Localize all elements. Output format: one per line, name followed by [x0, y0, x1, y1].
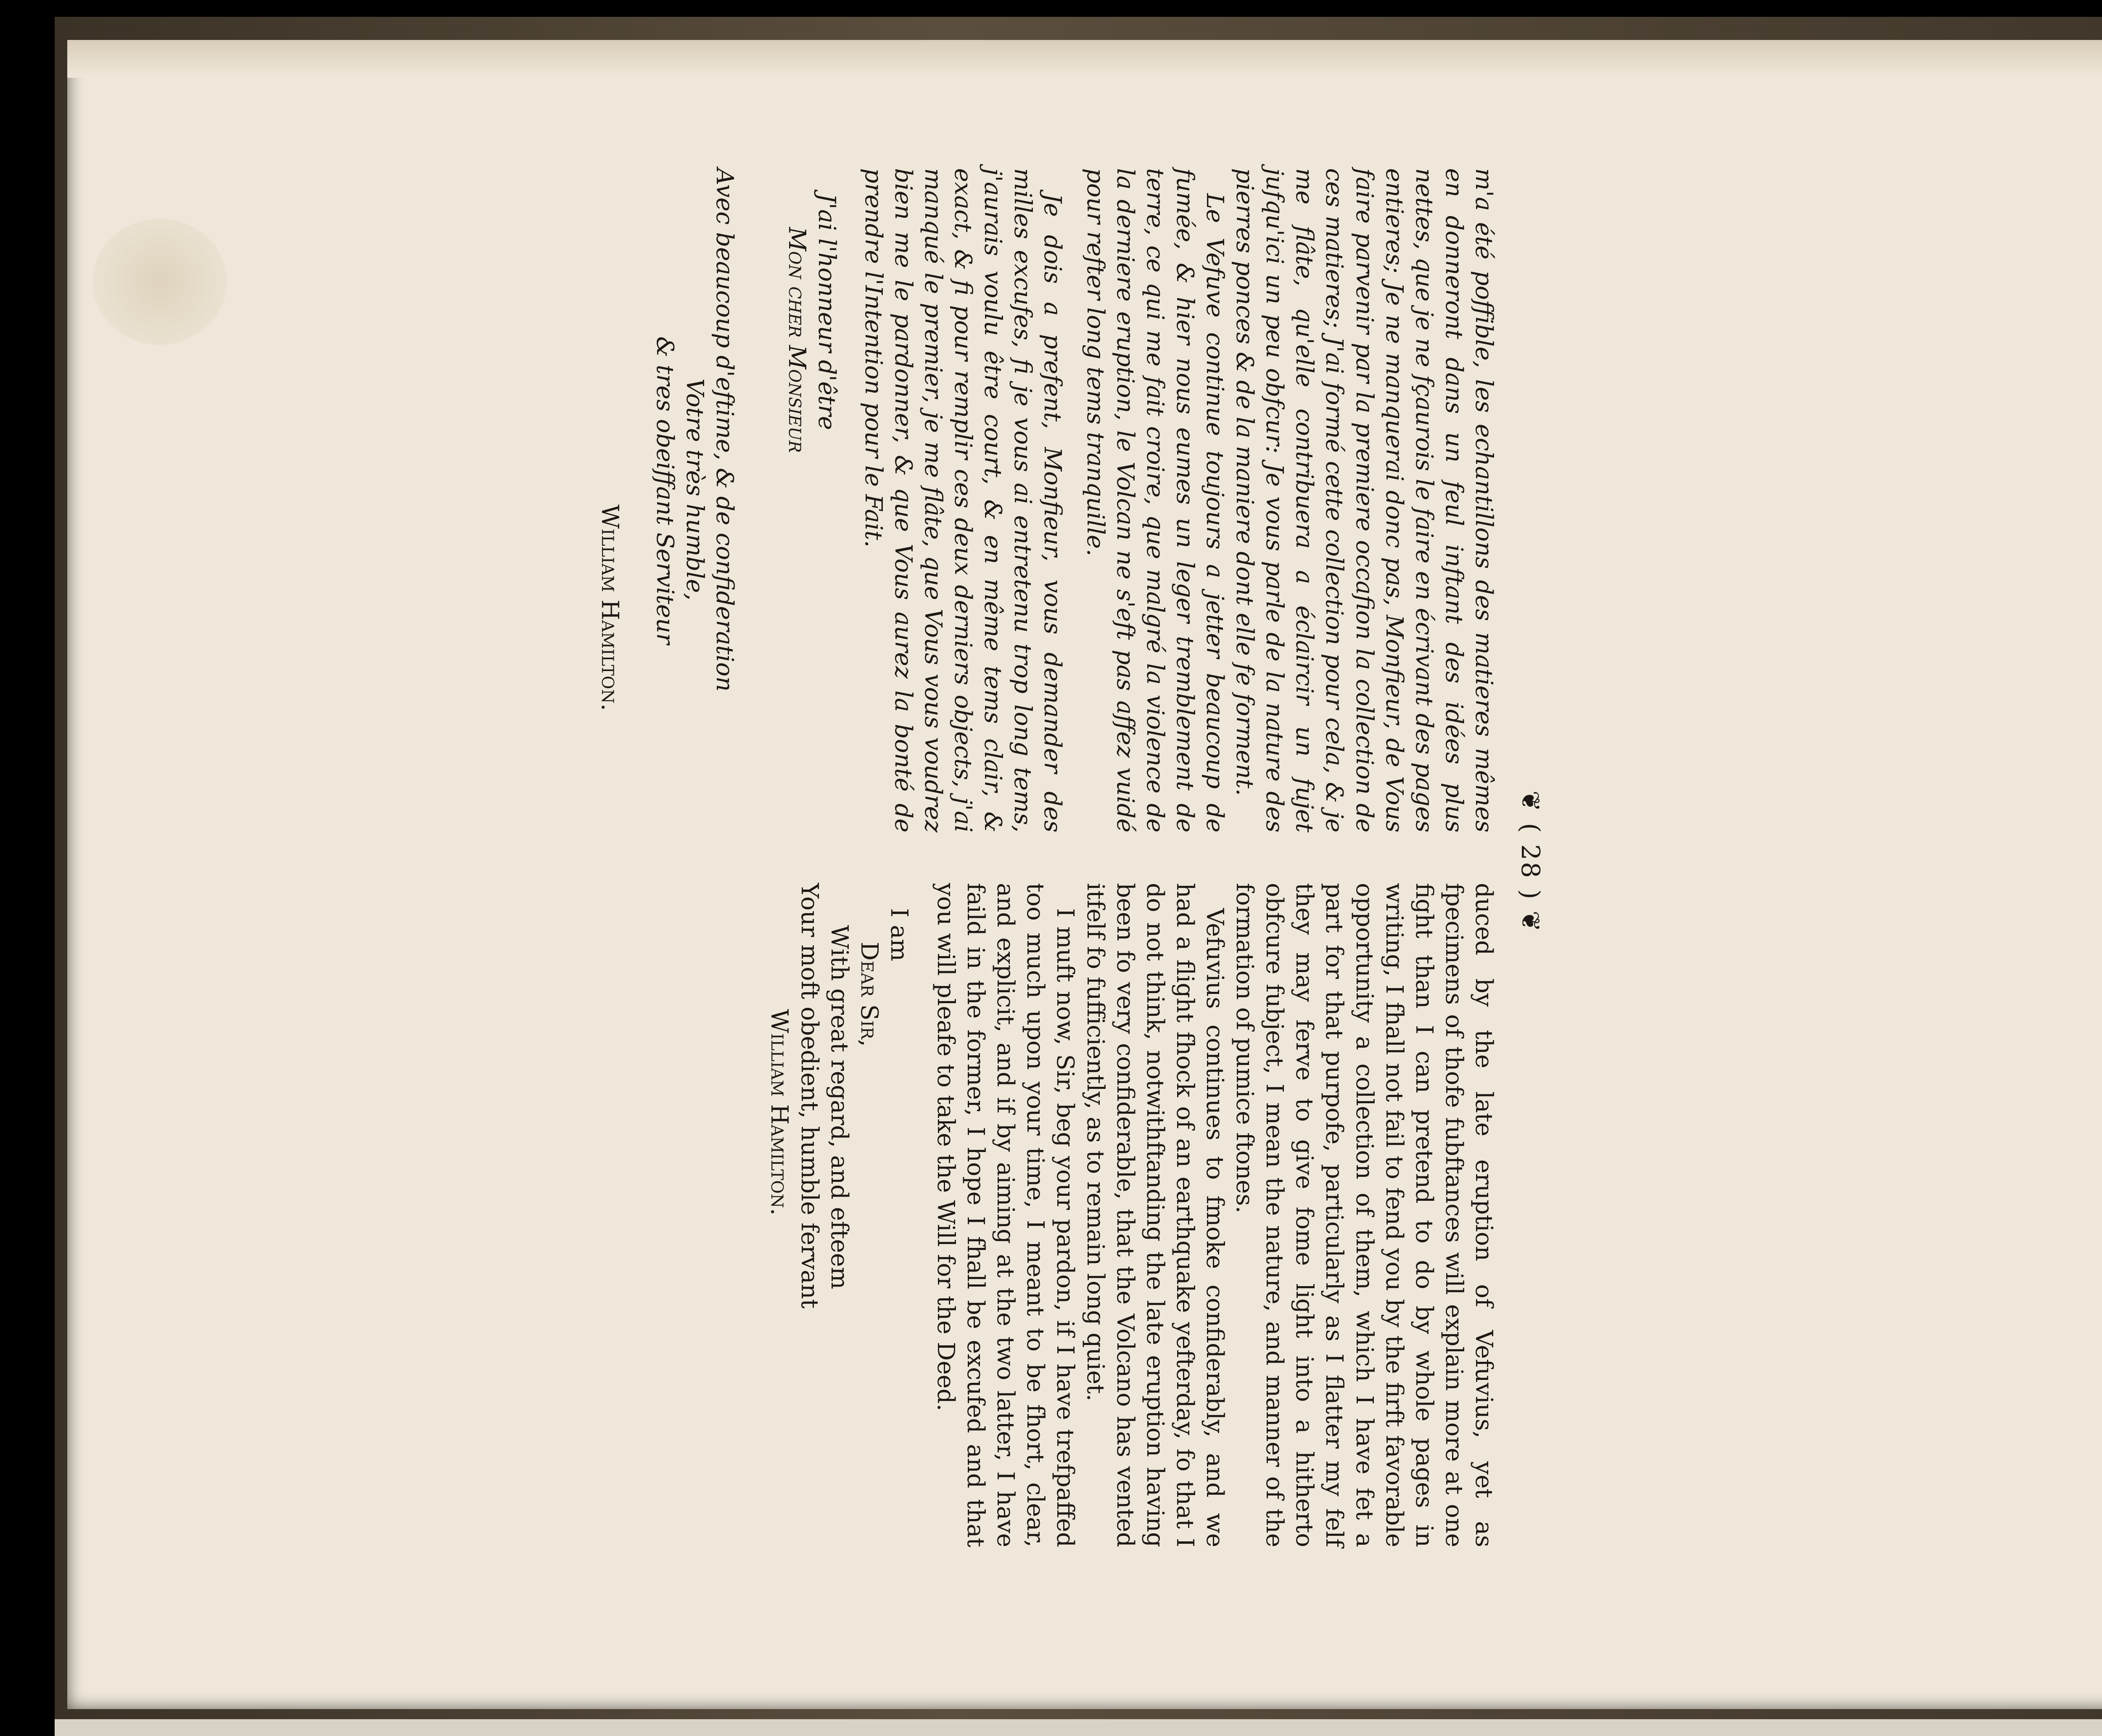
english-closing-line-1: I am [885, 908, 913, 962]
french-column [595, 168, 1499, 832]
english-paragraph-3: I muft now, Sir, beg your pardon, if I have trefpaffed too much upon your time, I meant to be fhort, clear, and explicit, and if by aiming at the two latter, I have faild in the former, I hope I fhall be excufed and that you will pleafe to take the Will for the Deed. [932, 883, 1079, 1547]
ornament-right-icon: ❦ [1516, 901, 1545, 934]
english-closing [764, 883, 914, 1547]
page-number-header [1507, 168, 1545, 1556]
english-signature: William Hamilton. [766, 1009, 793, 1216]
next-leaf-edge [55, 1719, 2102, 1736]
english-closing-line-4: Your moft obedient, humble fervant [795, 883, 823, 1309]
french-closing-line-1: J'ai l'honneur d'être [813, 193, 840, 430]
english-column [764, 883, 1499, 1547]
french-closing-line-3: Avec beaucoup d'eftime, & de confideration [711, 168, 739, 692]
french-closing-line-5: & tres obeiffant Serviteur [651, 336, 679, 645]
english-salutation: Dear Sir, [855, 942, 883, 1047]
french-paragraph-1: m'a été poffible, les echantillons des matieres mêmes en donneront dans un feul inftant des idées plus nettes, que je ne fçaurois le faire en écrivant des pages entieres; Je ne manquerai donc pas, Monfieur, de Vous faire parvenir par la premiere occafion la collection de ces matieres; J'ai formé cette collection pour cela, & je me flâte, qu'elle contribuera a éclaircir un fujet jufqu'ici un peu obfcur: Je vous parle de la nature des pierres ponces & de la maniere dont elle fe forment. [1231, 168, 1497, 832]
paper-stain [92, 219, 227, 345]
french-paragraph-2: Le Vefuve continue toujours a jetter beaucoup de fumée, & hier nous eumes un leger tremblement de terre, ce qui me fait croire, que malgré la violence de la derniere eruption, le Volcan ne s'eft pas affez vuidé pour refter long tems tranquille. [1081, 168, 1229, 832]
french-closing [595, 168, 842, 832]
ornament-left-icon: ❦ [1516, 790, 1545, 823]
french-paragraph-3: Je dois a prefent, Monfieur, vous demander des milles excufes, fi je vous ai entretenu trop long tems, j'aurais voulu être court, & en même tems clair, & exact, & fi pour remplir ces deux derniers objects, j'ai manqué le premier, je me flâte, que Vous vous voudrez bien me le pardonner, & que Vous aurez la bonté de prendre l'Intention pour le Fait. [859, 168, 1067, 832]
page-top-edge [67, 40, 2102, 78]
printed-page [596, 168, 1545, 1556]
french-salutation: Mon cher Monsieur [783, 227, 811, 453]
french-closing-line-4: Votre très humble, [681, 378, 709, 601]
french-signature: William Hamilton. [596, 505, 624, 711]
page-number: ( 28 ) [1516, 823, 1545, 901]
english-closing-line-3: With great regard, and efteem [825, 925, 853, 1289]
english-paragraph-1: duced by the late eruption of Vefuvius, yet as fpecimens of thofe fubftances will explain more at one fight than I can pretend to do by whole pages in writing, I fhall not fail to fend you by the firft favorable opportunity a collection of them, which I have fet a part for that purpofe, particularly as I flatter my felf they may ferve to give fome light into a hitherto obfcure fubject, I mean the nature, and manner of the formation of pumice ftones. [1231, 883, 1497, 1547]
english-paragraph-2: Vefuvius continues to fmoke confiderably, and we had a flight fhock of an earthquake yefterday, fo that I do not think, notwithftanding the late eruption having been fo very confiderable, that the Volcano has vented itfelf fo fufficiently, as to remain long quiet. [1081, 883, 1229, 1547]
